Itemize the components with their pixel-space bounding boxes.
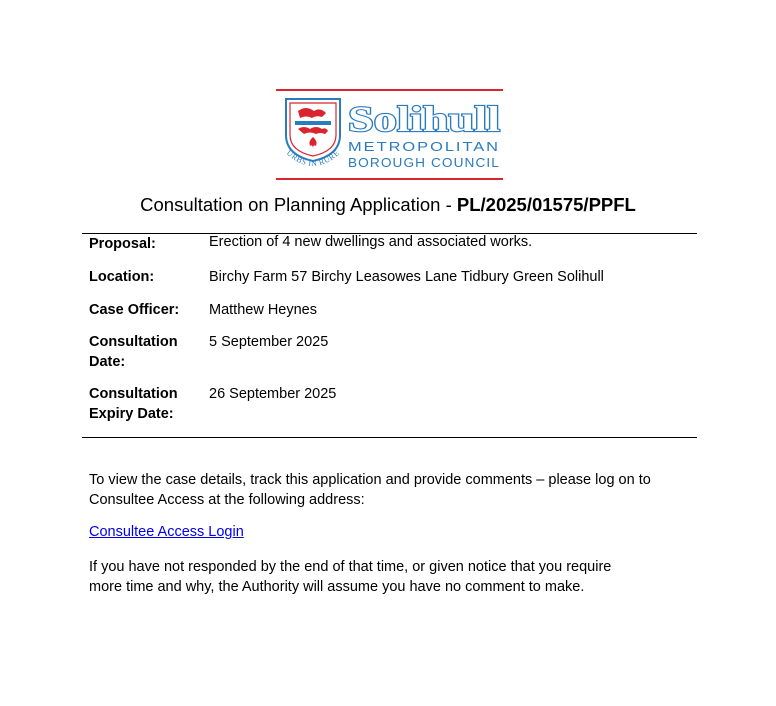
solihull-council-logo <box>276 89 503 180</box>
intro-text: To view the case details, track this application and provide comments – please log on to Consultee Access at the following address: <box>89 472 651 508</box>
consultation-date-value: 5 September 2025 <box>209 334 329 350</box>
logo-motto: URBS IN RURE <box>284 148 342 169</box>
consultation-date-label: Consultation Date: <box>89 334 178 370</box>
consultee-access-login-link[interactable]: Consultee Access Login <box>89 524 244 540</box>
application-reference: PL/2025/01575/PPFL <box>456 194 636 215</box>
case-officer-label: Case Officer: <box>89 302 180 318</box>
proposal-value: Erection of 4 new dwellings and associated works. <box>209 234 533 250</box>
logo-line-1: METROPOLITAN <box>348 140 500 154</box>
case-officer-value: Matthew Heynes <box>209 302 317 318</box>
logo-line-2: BOROUGH COUNCIL <box>348 156 500 170</box>
proposal-label: Proposal: <box>89 236 156 252</box>
location-value: Birchy Farm 57 Birchy Leasowes Lane Tidbury Green Solihull <box>209 269 604 285</box>
title-prefix: Consultation on Planning Application - <box>140 194 457 215</box>
svg-text:URBS IN RURE <box>285 148 341 168</box>
logo-wordmark: Solihull <box>348 99 500 139</box>
location-label: Location: <box>89 269 155 285</box>
consultation-expiry-label: Consultation Expiry Date: <box>89 386 178 422</box>
page-title <box>0 194 776 216</box>
bottom-divider <box>82 437 697 438</box>
consultation-expiry-value: 26 September 2025 <box>209 386 337 402</box>
closing-text: If you have not responded by the end of that time, or given notice that you require more time and why, the Authority will assume you have no comment to make. <box>89 559 612 595</box>
